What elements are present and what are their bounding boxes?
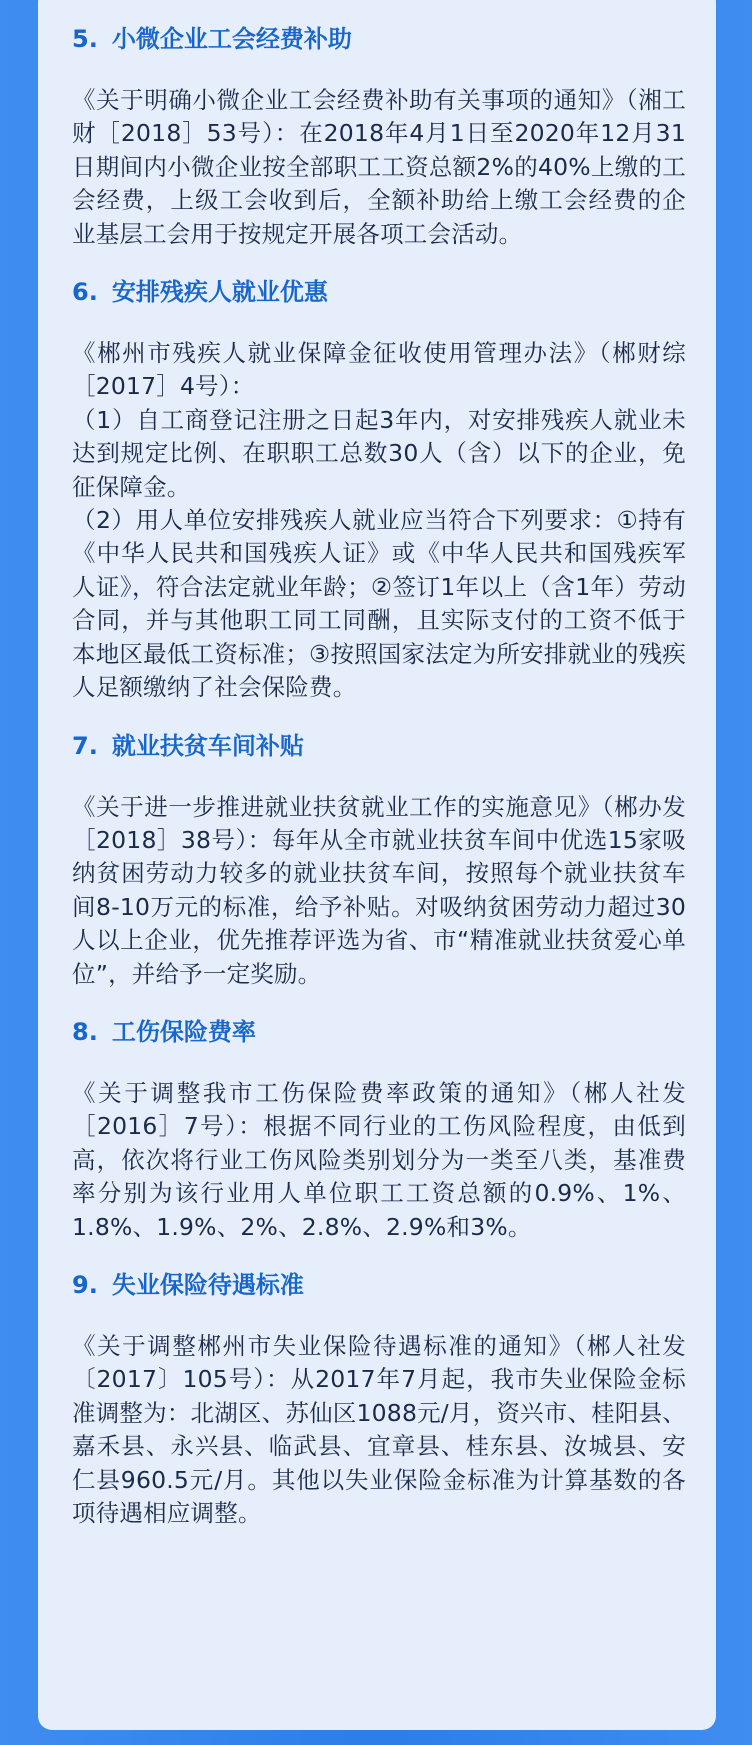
section-title: 工伤保险费率 [111, 1017, 256, 1046]
section-body [72, 791, 686, 991]
section-body [72, 337, 686, 704]
section-heading [72, 277, 686, 307]
section-body [72, 84, 686, 251]
section-title: 失业保险待遇标准 [111, 1270, 304, 1299]
section-7 [72, 731, 686, 991]
section-body [72, 1330, 686, 1530]
paragraph: 《关于明确小微企业工会经费补助有关事项的通知》（湘工财［2018］53号）：在2018年4月1日至2020年12月31日期间内小微企业按全部职工工资总额2%的40%上缴的工会经费，上级工会收到后，全额补助给上缴工会经费的企业基层工会用于按规定开展各项工会活动。 [72, 86, 686, 248]
paragraph: 《关于进一步推进就业扶贫就业工作的实施意见》（郴办发［2018］38号）：每年从全市就业扶贫车间中优选15家吸纳贫困劳动力较多的就业扶贫车间，按照每个就业扶贫车间8-10万元的标准，给予补贴。对吸纳贫困劳动力超过30人以上企业，优先推荐评选为省、市“精准就业扶贫爱心单位”，并给予一定奖励。 [72, 792, 686, 988]
section-9 [72, 1270, 686, 1530]
section-6 [72, 277, 686, 704]
content-card [38, 0, 716, 1730]
section-heading [72, 24, 686, 54]
paragraph: 《关于调整郴州市失业保险待遇标准的通知》（郴人社发〔2017〕105号）：从2017年7月起，我市失业保险金标准调整为：北湖区、苏仙区1088元/月，资兴市、桂阳县、嘉禾县、永兴县、临武县、宜章县、桂东县、汝城县、安仁县960.5元/月。其他以失业保险金标准为计算基数的各项待遇相应调整。 [72, 1331, 686, 1527]
paragraph: （2）用人单位安排残疾人就业应当符合下列要求：①持有《中华人民共和国残疾人证》或《中华人民共和国残疾军人证》，符合法定就业年龄；②签订1年以上（含1年）劳动合同，并与其他职工同工同酬，且实际支付的工资不低于本地区最低工资标准；③按照国家法定为所安排就业的残疾人足额缴纳了社会保险费。 [72, 506, 686, 702]
section-number: 5. [72, 25, 98, 53]
paragraph: 《关于调整我市工伤保险费率政策的通知》（郴人社发［2016］7号）：根据不同行业的工伤风险程度，由低到高，依次将行业工伤风险类别划分为一类至八类，基准费率分别为该行业用人单位职工工资总额的0.9%、1%、1.8%、1.9%、2%、2.8%、2.9%和3%。 [72, 1078, 686, 1241]
section-8 [72, 1017, 686, 1244]
section-number: 7. [72, 731, 98, 760]
section-number: 8. [72, 1017, 98, 1046]
section-title: 安排残疾人就业优惠 [111, 278, 328, 307]
paragraph: （1）自工商登记注册之日起3年内，对安排残疾人就业未达到规定比例、在职职工总数30人（含）以下的企业，免征保障金。 [72, 405, 686, 501]
paragraph: 《郴州市残疾人就业保障金征收使用管理办法》（郴财综［2017］4号）： [72, 339, 686, 401]
section-heading [72, 1270, 686, 1300]
section-number: 9. [72, 1270, 98, 1299]
section-heading [72, 731, 686, 761]
section-number: 6. [72, 278, 98, 307]
section-heading [72, 1017, 686, 1047]
section-title: 小微企业工会经费补助 [111, 25, 352, 53]
section-5 [72, 24, 686, 251]
section-title: 就业扶贫车间补贴 [111, 731, 304, 760]
section-body [72, 1077, 686, 1244]
